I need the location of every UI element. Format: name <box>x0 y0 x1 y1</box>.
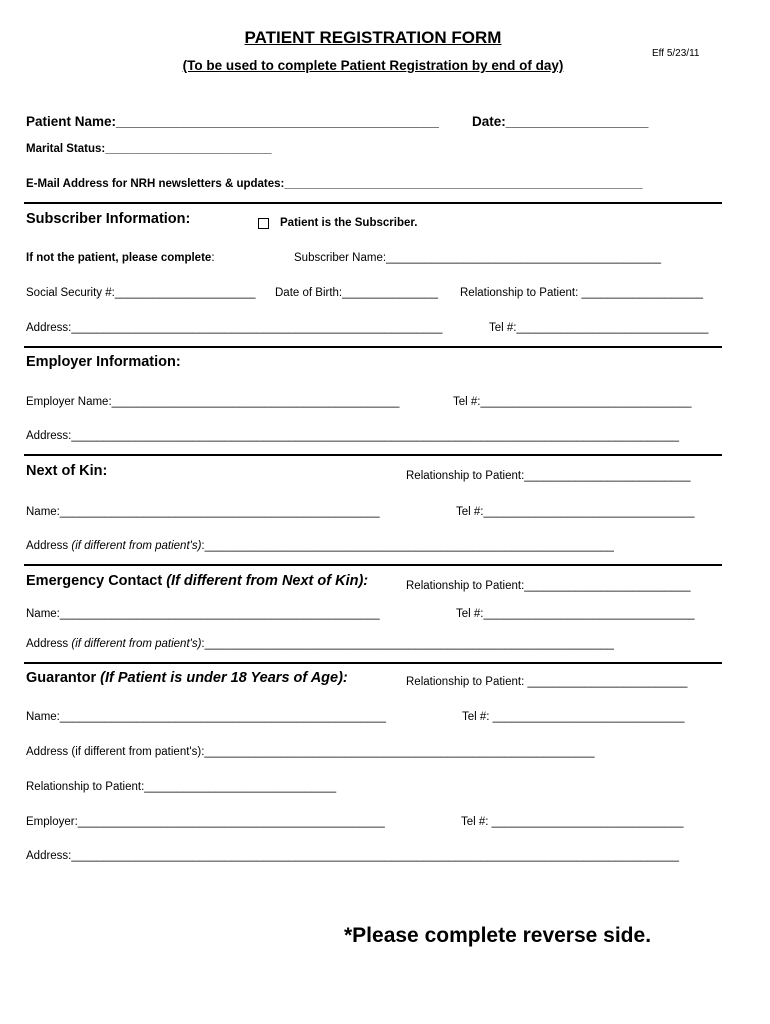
date-field[interactable]: Date:___________________ <box>472 114 649 129</box>
employer-tel-field[interactable]: Tel #:_________________________________ <box>453 396 692 408</box>
kin-tel-field[interactable]: Tel #:_________________________________ <box>456 506 695 518</box>
guarantor-employer-address-field[interactable]: Address:_______________________________________________________________________________________________ <box>26 850 679 862</box>
patient-is-subscriber-label: Patient is the Subscriber. <box>280 217 418 229</box>
section-divider <box>24 346 722 348</box>
guarantor-heading: Guarantor (If Patient is under 18 Years of Age): <box>26 670 348 686</box>
employer-address-field[interactable]: Address:_______________________________________________________________________________________________ <box>26 430 679 442</box>
effective-date: Eff 5/23/11 <box>652 48 700 59</box>
emergency-name-field[interactable]: Name:__________________________________________________ <box>26 608 380 620</box>
kin-address-field[interactable]: Address (if different from patient's):________________________________________________________________ <box>26 540 614 552</box>
email-field[interactable]: E-Mail Address for NRH newsletters & updates:________________________________________________________ <box>26 178 643 190</box>
section-divider <box>24 564 722 566</box>
subscriber-relationship-field[interactable]: Relationship to Patient: ___________________ <box>460 287 703 299</box>
if-not-patient-label: If not the patient, please complete: <box>26 252 215 264</box>
patient-name-field[interactable]: Patient Name:___________________________________________ <box>26 114 439 129</box>
emergency-address-field[interactable]: Address (if different from patient's):________________________________________________________________ <box>26 638 614 650</box>
guarantor-relationship2-field[interactable]: Relationship to Patient:______________________________ <box>26 781 337 793</box>
ssn-field[interactable]: Social Security #:______________________ <box>26 287 256 299</box>
employer-heading: Employer Information: <box>26 354 181 370</box>
subscriber-name-field[interactable]: Subscriber Name:___________________________________________ <box>294 252 662 264</box>
emergency-relationship-field[interactable]: Relationship to Patient:__________________________ <box>406 580 691 592</box>
reverse-side-note: *Please complete reverse side. <box>344 924 652 947</box>
emergency-heading: Emergency Contact (If different from Next of Kin): <box>26 573 369 589</box>
section-divider <box>24 454 722 456</box>
section-divider <box>24 662 722 664</box>
guarantor-relationship-field[interactable]: Relationship to Patient: _________________________ <box>406 676 688 688</box>
emergency-tel-field[interactable]: Tel #:_________________________________ <box>456 608 695 620</box>
guarantor-tel-field[interactable]: Tel #: ______________________________ <box>462 711 685 723</box>
subscriber-tel-field[interactable]: Tel #:______________________________ <box>489 322 709 334</box>
dob-field[interactable]: Date of Birth:_______________ <box>275 287 439 299</box>
marital-status-field[interactable]: Marital Status:__________________________ <box>26 143 272 155</box>
subscriber-address-field[interactable]: Address:__________________________________________________________ <box>26 322 443 334</box>
kin-heading: Next of Kin: <box>26 463 108 479</box>
section-divider <box>24 202 722 204</box>
employer-name-field[interactable]: Employer Name:_____________________________________________ <box>26 396 400 408</box>
form-title: PATIENT REGISTRATION FORM <box>244 28 502 47</box>
guarantor-employer-field[interactable]: Employer:________________________________________________ <box>26 816 385 828</box>
kin-name-field[interactable]: Name:__________________________________________________ <box>26 506 380 518</box>
guarantor-address-field[interactable]: Address (if different from patient's):_____________________________________________________________ <box>26 746 595 758</box>
form-subtitle: (To be used to complete Patient Registration by end of day) <box>182 58 564 73</box>
guarantor-name-field[interactable]: Name:___________________________________________________ <box>26 711 387 723</box>
guarantor-employer-tel-field[interactable]: Tel #: ______________________________ <box>461 816 684 828</box>
patient-is-subscriber-checkbox[interactable] <box>258 218 269 229</box>
subscriber-heading: Subscriber Information: <box>26 211 191 227</box>
kin-relationship-field[interactable]: Relationship to Patient:__________________________ <box>406 470 691 482</box>
